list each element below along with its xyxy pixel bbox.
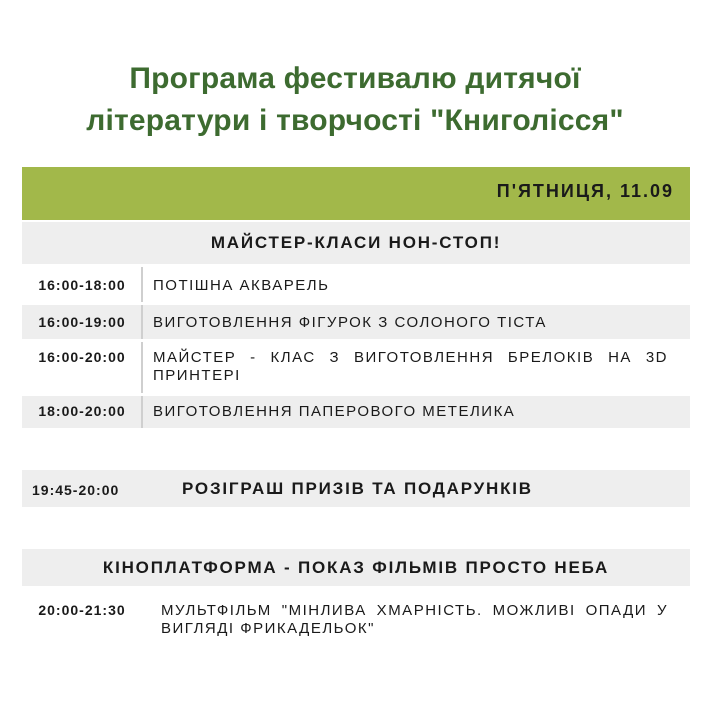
schedule-time: 16:00-18:00 [38,277,126,293]
schedule-time: 16:00-20:00 [38,349,126,365]
column-divider [141,342,143,393]
prize-time: 19:45-20:00 [32,482,120,498]
prize-draw-row [22,470,690,507]
cinema-time: 20:00-21:30 [38,602,126,618]
schedule-activity: ВИГОТОВЛЕННЯ ФІГУРОК З СОЛОНОГО ТІСТА [153,314,547,331]
cinema-row [22,596,690,640]
schedule-row [22,267,690,302]
schedule-activity: ПОТІШНА АКВАРЕЛЬ [153,277,330,294]
column-divider [141,267,143,302]
day-label: П'ЯТНИЦЯ, 11.09 [496,181,674,201]
schedule-row [22,396,690,428]
column-divider [141,396,143,428]
page-title [0,58,710,142]
schedule-row [22,342,690,393]
schedule-activity: ВИГОТОВЛЕННЯ ПАПЕРОВОГО МЕТЕЛИКА [153,403,516,420]
day-header-bar [22,167,690,220]
cinema-activity: МУЛЬТФІЛЬМ "МІНЛИВА ХМАРНІСТЬ. МОЖЛИВІ ОПАДИ У ВИГЛЯДІ ФРИКАДЕЛЬОК" [161,602,668,637]
section-masterclasses-header: МАЙСТЕР-КЛАСИ НОН-СТОП! [22,222,690,264]
section-cinema-header: КІНОПЛАТФОРМА - ПОКАЗ ФІЛЬМІВ ПРОСТО НЕБА [22,549,690,586]
column-divider [141,305,143,339]
title-line-2: літератури і творчості "Книголісся" [86,104,624,137]
schedule-activity: МАЙСТЕР - КЛАС З ВИГОТОВЛЕННЯ БРЕЛОКІВ НА 3D ПРИНТЕРІ [153,349,668,384]
schedule-time: 16:00-19:00 [38,314,126,330]
schedule-time: 18:00-20:00 [38,403,126,419]
schedule-row [22,305,690,339]
title-line-1: Програма фестивалю дитячої [129,62,581,95]
prize-text: РОЗІГРАШ ПРИЗІВ ТА ПОДАРУНКІВ [182,479,533,498]
